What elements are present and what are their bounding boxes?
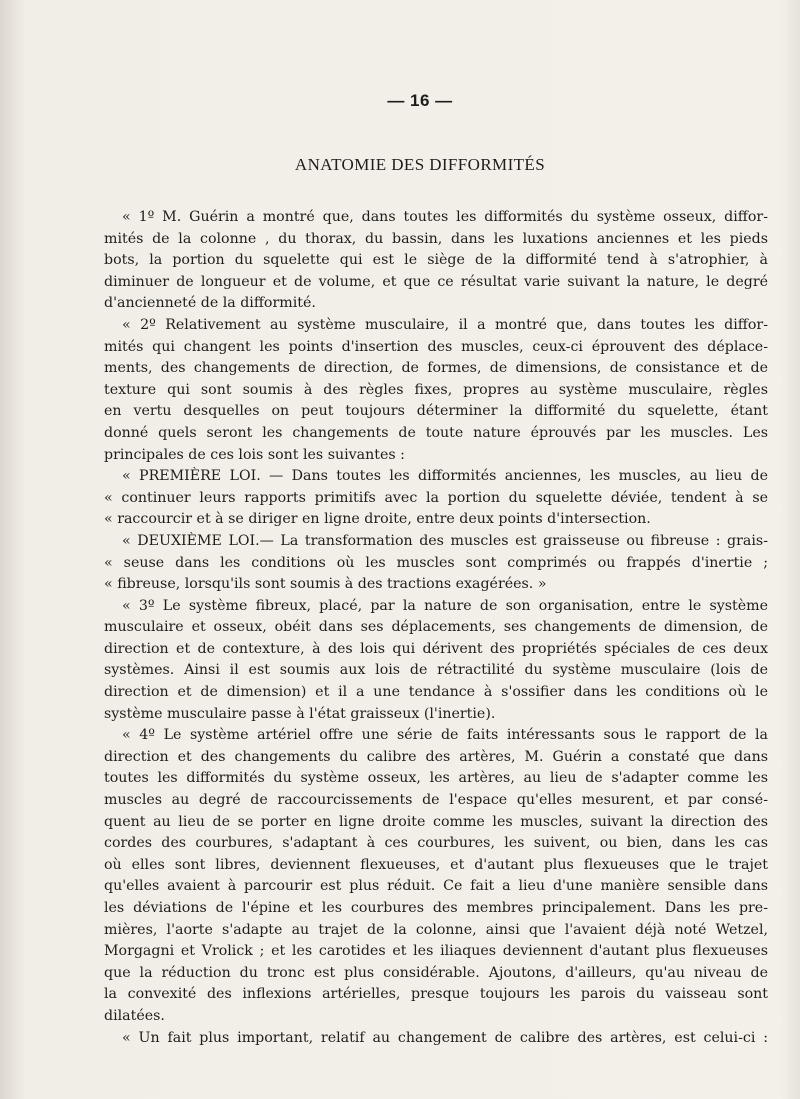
text-line: ments, des changements de direction, de formes, de dimensions, de consistance et de (104, 360, 768, 377)
text-line: « seuse dans les conditions où les muscles sont comprimés ou frappés d'inertie ; (104, 554, 768, 571)
text-line: musculaire et osseux, obéit dans ses déplacements, ses changements de dimension, de (104, 619, 768, 636)
text-line: principales de ces lois sont les suivantes : (104, 446, 405, 463)
text-line: donné quels seront les changements de toute nature éprouvés par les muscles. Les (104, 424, 768, 441)
text-line: Morgagni et Vrolick ; et les carotides et les iliaques deviennent d'autant plus flexueuses (104, 943, 768, 960)
text-line: que la réduction du tronc est plus considérable. Ajoutons, d'ailleurs, qu'au niveau de (104, 964, 768, 981)
text-line: dilatées. (104, 1007, 165, 1024)
text-line: « raccourcir et à se diriger en ligne droite, entre deux points d'intersection. (104, 511, 651, 528)
text-line: « 4º Le système artériel offre une série de faits intéressants sous le rapport de la (122, 727, 768, 744)
text-line: où elles sont libres, deviennent flexueuses, et d'autant plus flexueuses que le trajet (104, 856, 768, 873)
text-line: mières, l'aorte s'adapte au trajet de la colonne, ainsi que l'avaient déjà noté Wetzel, (104, 921, 768, 938)
text-line: systèmes. Ainsi il est soumis aux lois de rétractilité du système musculaire (lois de (104, 662, 768, 679)
text-line: « PREMIÈRE LOI. — Dans toutes les difformités anciennes, les muscles, au lieu de (122, 468, 768, 485)
text-line: cordes des courbures, s'adaptant à ces courbures, les suivent, ou bien, dans les cas (104, 835, 768, 852)
text-line: diminuer de longueur et de volume, et que ce résultat varie suivant la nature, le degré (104, 273, 768, 290)
text-line: quent au lieu de se porter en ligne droite comme les muscles, suivant la direction des (104, 813, 768, 830)
text-line: « DEUXIÈME LOI.— La transformation des muscles est graisseuse ou fibreuse : grais- (122, 532, 768, 549)
text-line: mités de la colonne , du thorax, du bassin, dans les luxations anciennes et les pieds (104, 230, 768, 247)
text-line: direction et de dimension) et il a une tendance à s'ossifier dans les conditions où le (104, 684, 768, 701)
text-line: toutes les difformités du système osseux, les artères, au lieu de s'adapter comme les (104, 770, 768, 787)
text-line: les déviations de l'épine et les courbures des membres principalement. Dans les pre- (104, 900, 768, 916)
body-text (104, 207, 768, 1049)
text-line: « 2º Relativement au système musculaire, il a montré que, dans toutes les diffor- (122, 316, 768, 333)
text-line: d'ancienneté de la difformité. (104, 295, 316, 312)
text-line: texture qui sont soumis à des règles fixes, propres au système musculaire, règles (104, 381, 768, 398)
text-line: « continuer leurs rapports primitifs avec la portion du squelette déviée, tendent à se (104, 489, 768, 506)
text-line: la convexité des inflexions artérielles, presque toujours les parois du vaisseau sont (104, 986, 768, 1003)
text-line: direction et des changements du calibre des artères, M. Guérin a constaté que dans (104, 748, 768, 765)
page-number: — 16 — (387, 91, 453, 110)
text-line: bots, la portion du squelette qui est le siège de la difformité tend à s'atrophier, à (104, 252, 768, 269)
text-line: qu'elles avaient à parcourir est plus réduit. Ce fait a lieu d'une manière sensible dans (104, 878, 768, 895)
text-line: système musculaire passe à l'état graisseux (l'inertie). (104, 705, 496, 722)
text-line: mités qui changent les points d'insertion des muscles, ceux-ci éprouvent des déplace- (104, 338, 768, 355)
text-line: muscles au degré de raccourcissements de l'espace qu'elles mesurent, et par consé- (104, 792, 768, 809)
text-line: en vertu desquelles on peut toujours déterminer la difformité du squelette, étant (104, 403, 768, 420)
text-line: « 1º M. Guérin a montré que, dans toutes les difformités du système osseux, diffor- (122, 209, 768, 225)
text-line: direction et de contexture, à des lois qui dérivent des propriétés spéciales de ces deux (104, 640, 768, 657)
text-line: « 3º Le système fibreux, placé, par la nature de son organisation, entre le système (122, 597, 768, 614)
text-line: « Un fait plus important, relatif au changement de calibre des artères, est celui-ci : (122, 1029, 768, 1046)
page-title: ANATOMIE DES DIFFORMITÉS (294, 155, 546, 174)
text-line: « fibreuse, lorsqu'ils sont soumis à des tractions exagérées. » (104, 576, 547, 593)
